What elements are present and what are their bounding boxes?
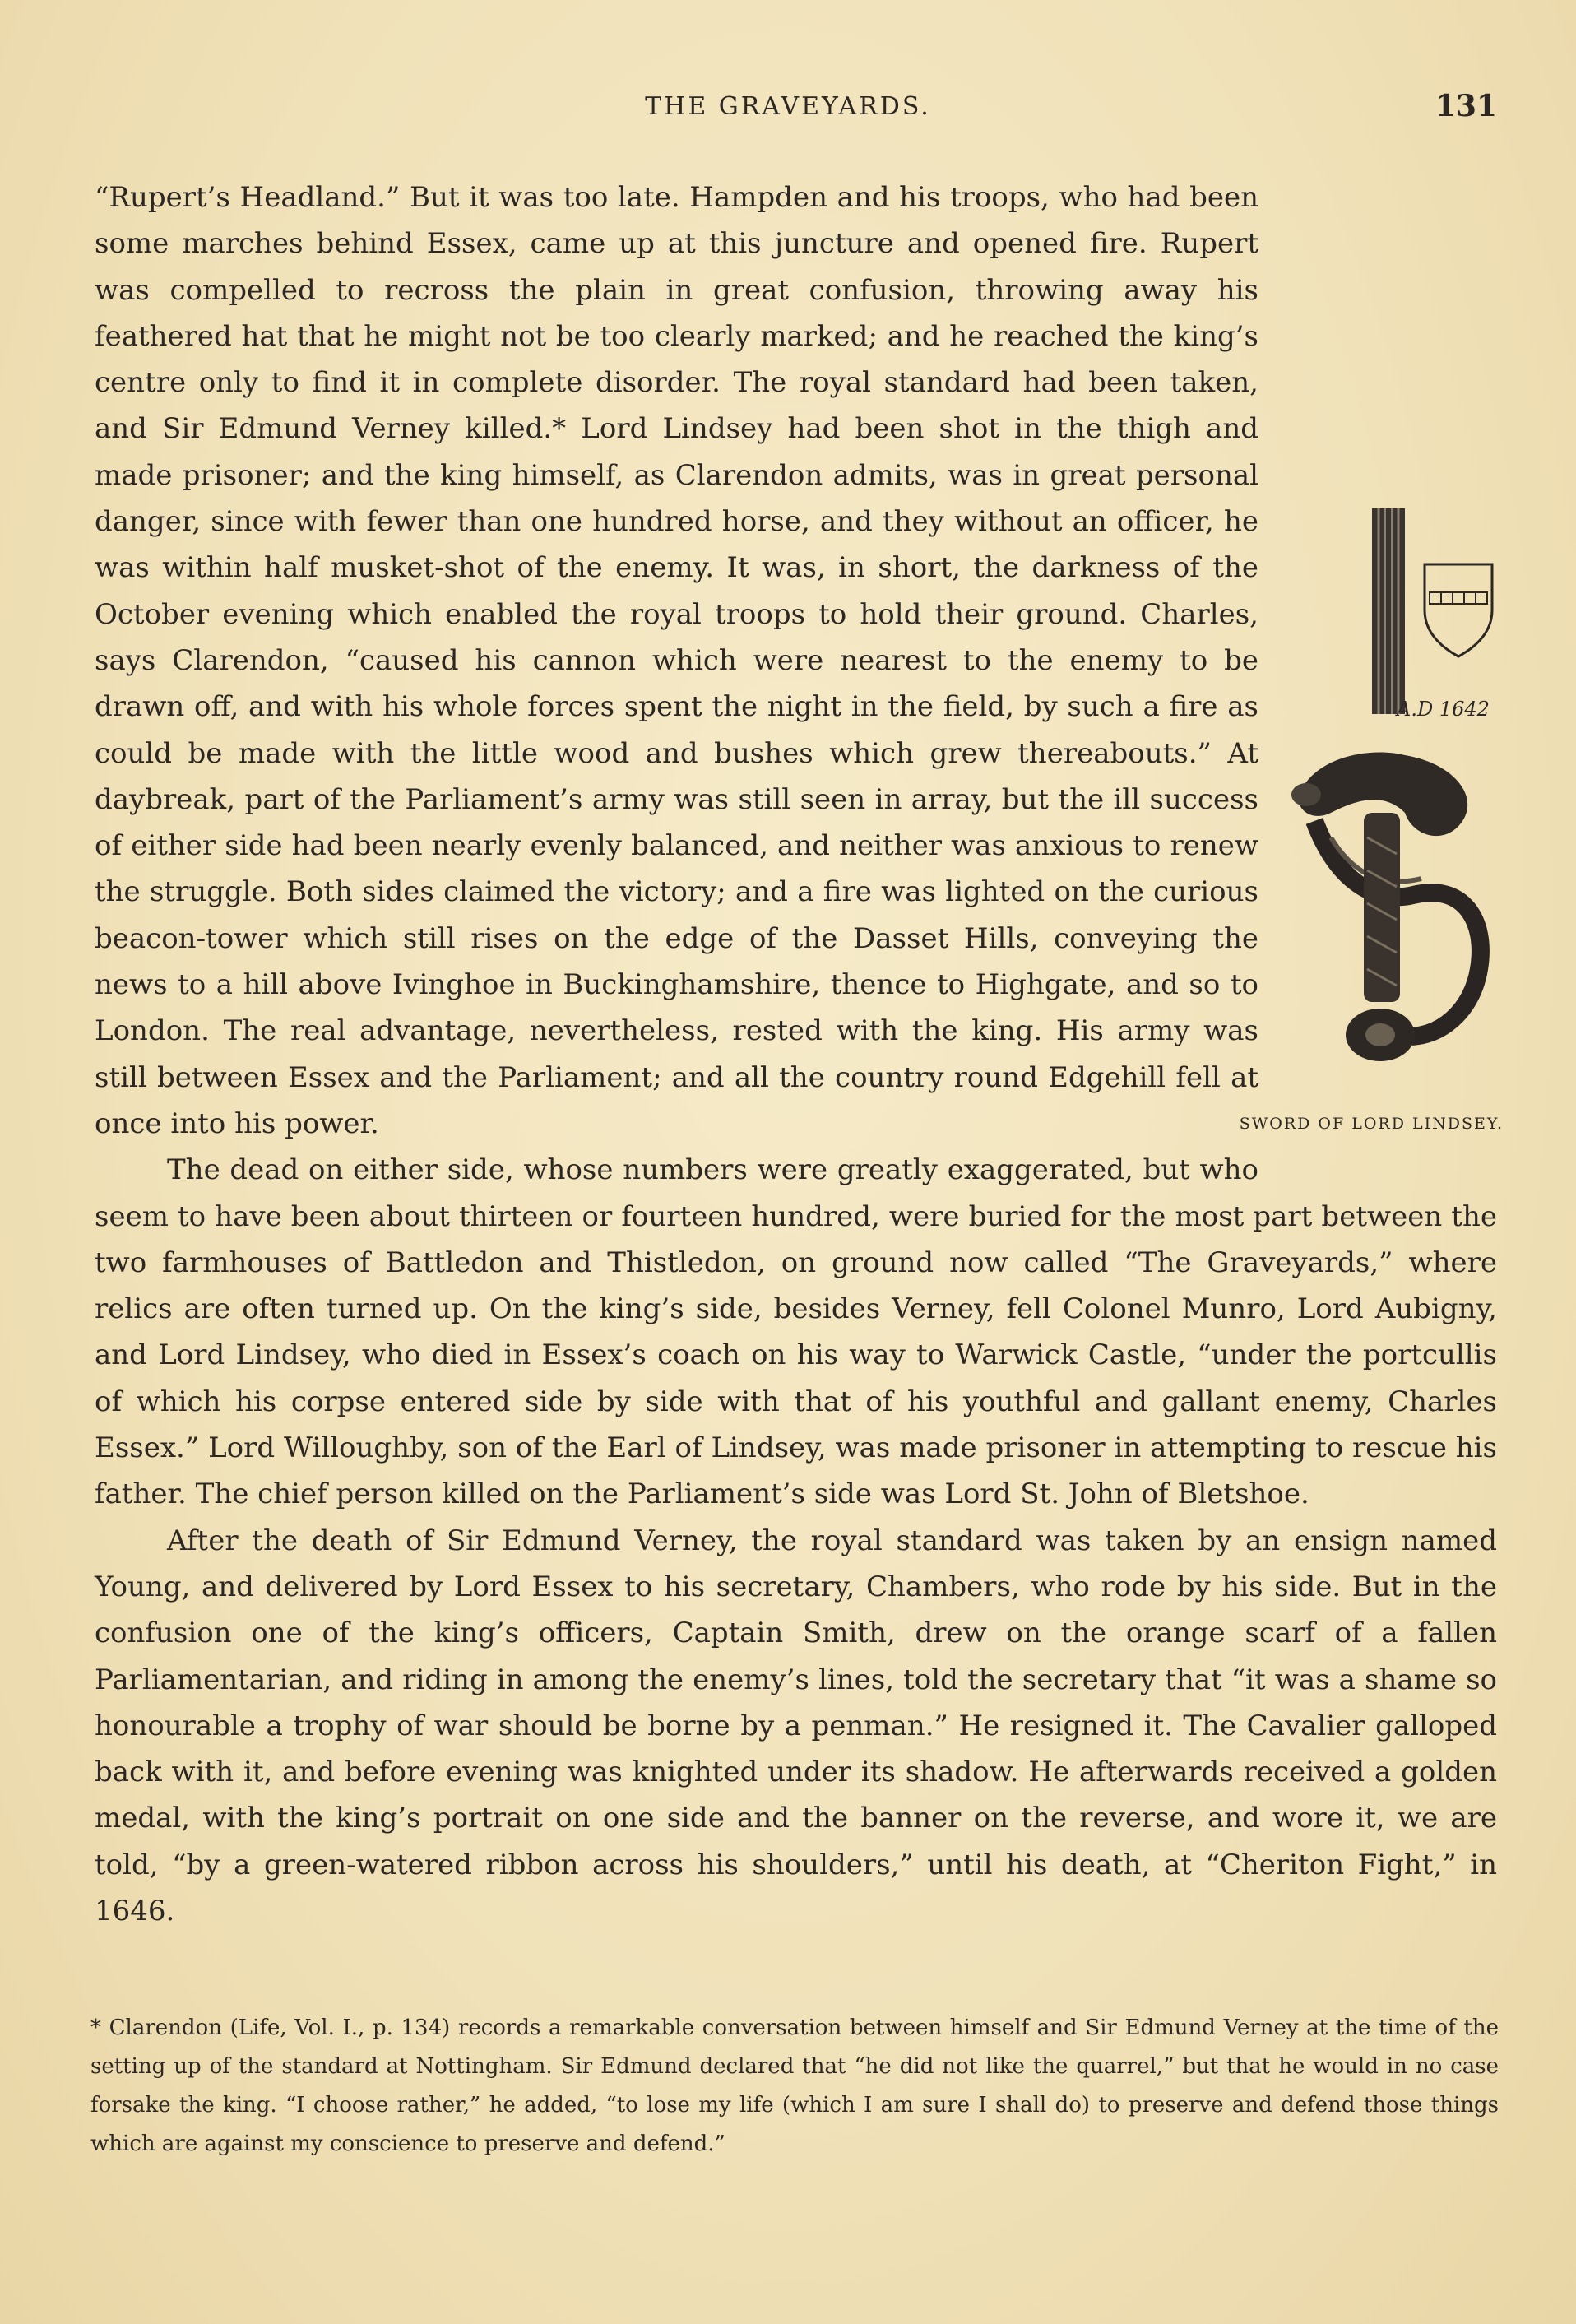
page-number: 131 xyxy=(1435,89,1497,123)
running-title: THE GRAVEYARDS. xyxy=(645,92,931,121)
paragraph-2: The dead on either side, whose numbers were greatly exaggerated, but who seem to have been about thirteen or fourteen hundred, were buried for the most part between the two farmhouses of Battledon and Thistledon, on ground now called “The Graveyards,” where relics are often turned up. On the king’s side, besides Verney, fell Colonel Munro, Lord Aubigny, and Lord Lindsey, who died in Essex’s coach on his way to Warwick Castle, “under the portcullis of which his corpse entered side by side with that of his youthful and gallant enemy, Charles Essex.” Lord Willoughby, son of the Earl of Lindsey, was made prisoner in attempting to rescue his father. The chief person killed on the Parliament’s side was Lord St. John of Bletshoe. xyxy=(95,1153,1497,1511)
paragraph-3: After the death of Sir Edmund Verney, the royal standard was taken by an ensign named Young, and delivered by Lord Essex to his secretary, Chambers, who rode by his side. But in the confusion one of the king’s officers, Captain Smith, drew on the orange scarf of a fallen Parliamentarian, and riding in among the enemy’s lines, told the secretary that “it was a shame so honourable a trophy of war should be borne by a penman.” He resigned it. The Cavalier galloped back with it, and before evening was knighted under its shadow. He afterwards received a golden medal, with the king’s portrait on one side and the banner on the reverse, and wore it, we are told, “by a green-watered ribbon across his shoulders,” until his death, at “Cheriton Fight,” in 1646. xyxy=(95,1524,1497,1927)
footnote: * Clarendon (Life, Vol. I., p. 134) records a remarkable conversation between himself and Sir Edmund Verney at the time of the setting up of the standard at Nottingham. Sir Edmund declared that “he did not like the quarrel,” but that he would in no case forsake the king. “I choose rather,” he added, “to lose my life (which I am sure I shall do) to preserve and defend those things which are against my conscience to preserve and defend.” xyxy=(90,2016,1499,2156)
body-text xyxy=(95,174,1504,1934)
date-inscription: A.D 1642 xyxy=(1397,698,1490,721)
paragraph-1: “Rupert’s Headland.” But it was too late. Hampden and his troops, who had been some marches behind Essex, came up at this juncture and opened fire. Rupert was compelled to recross the plain in great confusion, throwing away his feathered hat that he might not be too clearly marked; and he reached the king’s centre only to find it in complete disorder. The royal standard had been taken, and Sir Edmund Verney killed.* Lord Lindsey had been shot in the thigh and made prisoner; and the king himself, as Clarendon admits, was in great personal danger, since with fewer than one hundred horse, and they without an officer, he was within half musket-shot of the enemy. It was, in short, the darkness of the October evening which enabled the royal troops to hold their ground. Charles, says Clarendon, “caused his cannon which were nearest to the enemy to be drawn off, and with his whole forces spent the night in the field, by such a fire as could be made with the little wood and bushes which grew thereabouts.” At daybreak, part of the Parliament’s army was still seen in array, but the ill success of either side had been nearly evenly balanced, and neither was anxious to renew the struggle. Both sides claimed the victory; and a fire was lighted on the curious beacon-tower which still rises on the edge of the Dasset Hills, conveying the news to a hill above Ivinghoe in Buckinghamshire, thence to Highgate, and so to London. The real advantage, nevertheless, rested with the king. His army was still between Essex and the Parliament; and all the country round Edgehill fell at once into his power. xyxy=(95,181,1258,1140)
running-head xyxy=(0,89,1576,133)
shield-icon xyxy=(1421,561,1495,660)
figure-caption: SWORD OF LORD LINDSEY. xyxy=(1239,1115,1504,1133)
